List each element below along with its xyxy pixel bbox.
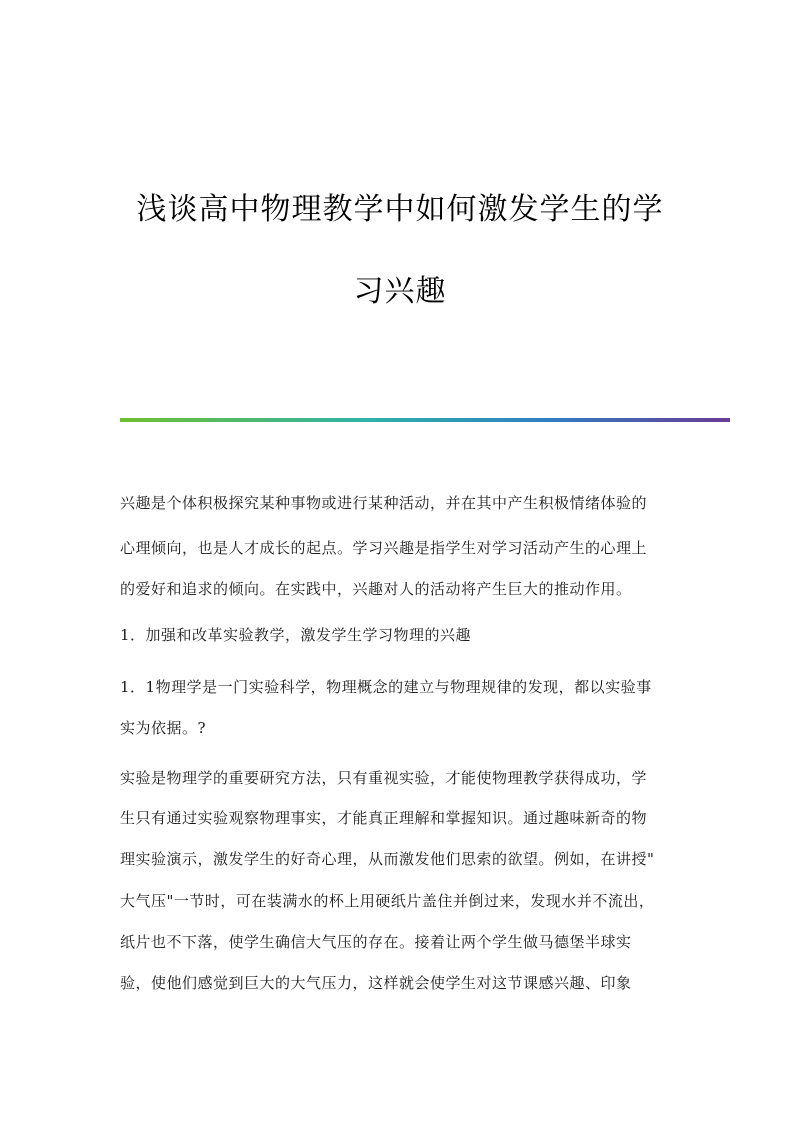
body-line-8: 纸片也不下落，使学生确信大气压的存在。接着让两个学生做马德堡半球实 bbox=[120, 933, 632, 951]
body-line-1: 兴趣是个体积极探究某种事物或进行某种活动，并在其中产生积极情绪体验的 bbox=[120, 494, 648, 512]
body-line-9: 验，使他们感觉到巨大的大气压力，这样就会使学生对这节课感兴趣、印象 bbox=[120, 974, 632, 992]
body-line-6: 理实验演示，激发学生的好奇心理，从而激发他们思索的欲望。例如，在讲授" bbox=[120, 850, 655, 868]
body-line-2: 心理倾向，也是人才成长的起点。学习兴趣是指学生对学习活动产生的心理上 bbox=[120, 539, 648, 557]
subsection-line-1: 1．1物理学是一门实验科学，物理概念的建立与物理规律的发现，都以实验事 bbox=[120, 678, 652, 696]
body-line-5: 生只有通过实验观察物理事实，才能真正理解和掌握知识。通过趣味新奇的物 bbox=[120, 809, 648, 827]
document-title-line-2: 习兴趣 bbox=[353, 274, 447, 309]
body-line-7: 大气压"一节时，可在装满水的杯上用硬纸片盖住并倒过来，发现水并不流出， bbox=[120, 892, 655, 910]
title-divider bbox=[120, 418, 730, 422]
subsection-line-2: 实为依据。? bbox=[120, 719, 207, 737]
body-line-4: 实验是物理学的重要研究方法，只有重视实验，才能使物理教学获得成功，学 bbox=[120, 769, 648, 787]
section-heading-1: 1．加强和改革实验教学，激发学生学习物理的兴趣 bbox=[120, 626, 472, 644]
document-title-line-1: 浅谈高中物理教学中如何激发学生的学 bbox=[136, 192, 664, 227]
body-line-3: 的爱好和追求的倾向。在实践中，兴趣对人的活动将产生巨大的推动作用。 bbox=[120, 580, 632, 598]
